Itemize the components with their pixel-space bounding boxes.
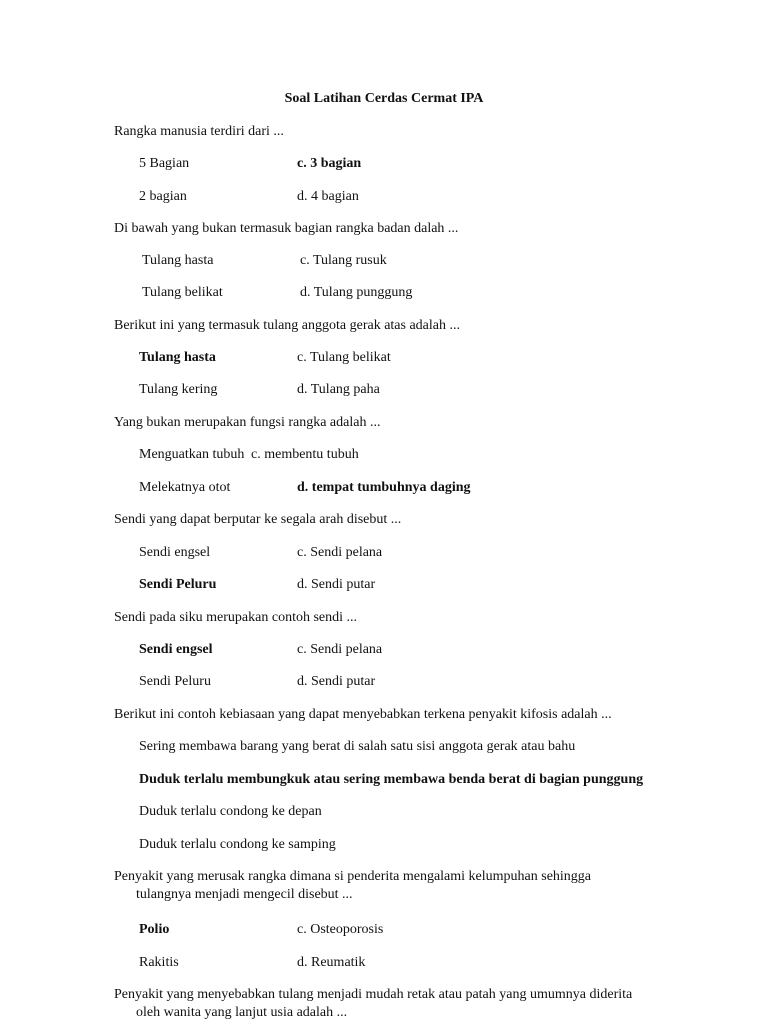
question-6: Sendi pada siku merupakan contoh sendi ...: [114, 610, 358, 625]
question-9-line-2: oleh wanita yang lanjut usia adalah ...: [136, 1005, 348, 1020]
q5-option-c: c. Sendi pelana: [297, 545, 383, 560]
q4-option-d: d. tempat tumbuhnya daging: [297, 480, 471, 495]
question-9-line-1: Penyakit yang menyebabkan tulang menjadi mudah retak atau patah yang umumnya diderita: [114, 987, 633, 1002]
q4-option-a: Menguatkan tubuh: [139, 447, 245, 462]
q5-option-b: Sendi Peluru: [139, 577, 217, 592]
question-2: Di bawah yang bukan termasuk bagian rangka badan dalah ...: [114, 221, 459, 236]
document-title: Soal Latihan Cerdas Cermat IPA: [284, 91, 484, 106]
q1-option-a: 5 Bagian: [139, 156, 190, 171]
q2-option-d: d. Tulang punggung: [300, 285, 413, 300]
question-9: [114, 986, 632, 1022]
q3-option-a: Tulang hasta: [139, 350, 216, 365]
question-7: Berikut ini contoh kebiasaan yang dapat menyebabkan terkena penyakit kifosis adalah ...: [114, 707, 612, 722]
question-8-line-2: tulangnya menjadi mengecil disebut ...: [136, 887, 353, 902]
question-5: Sendi yang dapat berputar ke segala arah disebut ...: [114, 512, 402, 527]
q8-option-a: Polio: [139, 922, 170, 937]
question-8-line-1: Penyakit yang merusak rangka dimana si penderita mengalami kelumpuhan sehingga: [114, 869, 592, 884]
q7-option-c: Duduk terlalu condong ke depan: [139, 804, 322, 819]
q6-option-a: Sendi engsel: [139, 642, 213, 657]
q4-option-b: Melekatnya otot: [139, 480, 231, 495]
q5-option-a: Sendi engsel: [139, 545, 211, 560]
q6-option-c: c. Sendi pelana: [297, 642, 383, 657]
q2-option-c: c. Tulang rusuk: [300, 253, 387, 268]
q6-option-b: Sendi Peluru: [139, 674, 211, 689]
q6-option-d: d. Sendi putar: [297, 674, 376, 689]
q7-option-d: Duduk terlalu condong ke samping: [139, 837, 336, 852]
q8-option-d: d. Reumatik: [297, 955, 366, 970]
q5-option-d: d. Sendi putar: [297, 577, 376, 592]
question-3: Berikut ini yang termasuk tulang anggota gerak atas adalah ...: [114, 318, 461, 333]
q7-option-a: Sering membawa barang yang berat di salah satu sisi anggota gerak atau bahu: [139, 739, 576, 754]
q8-option-b: Rakitis: [139, 955, 179, 970]
question-8: [114, 868, 591, 904]
question-1: Rangka manusia terdiri dari ...: [114, 124, 284, 139]
question-4: Yang bukan merupakan fungsi rangka adalah ...: [114, 415, 381, 430]
q8-option-c: c. Osteoporosis: [297, 922, 384, 937]
q4-option-c: c. membentu tubuh: [251, 447, 359, 462]
q3-option-b: Tulang kering: [139, 382, 218, 397]
q3-option-c: c. Tulang belikat: [297, 350, 391, 365]
q2-option-a: Tulang hasta: [142, 253, 214, 268]
q3-option-d: d. Tulang paha: [297, 382, 380, 397]
q1-option-b: 2 bagian: [139, 189, 187, 204]
q2-option-b: Tulang belikat: [142, 285, 223, 300]
q1-option-c: c. 3 bagian: [297, 156, 362, 171]
q7-option-b: Duduk terlalu membungkuk atau sering membawa benda berat di bagian punggung: [139, 772, 644, 787]
q1-option-d: d. 4 bagian: [297, 189, 359, 204]
